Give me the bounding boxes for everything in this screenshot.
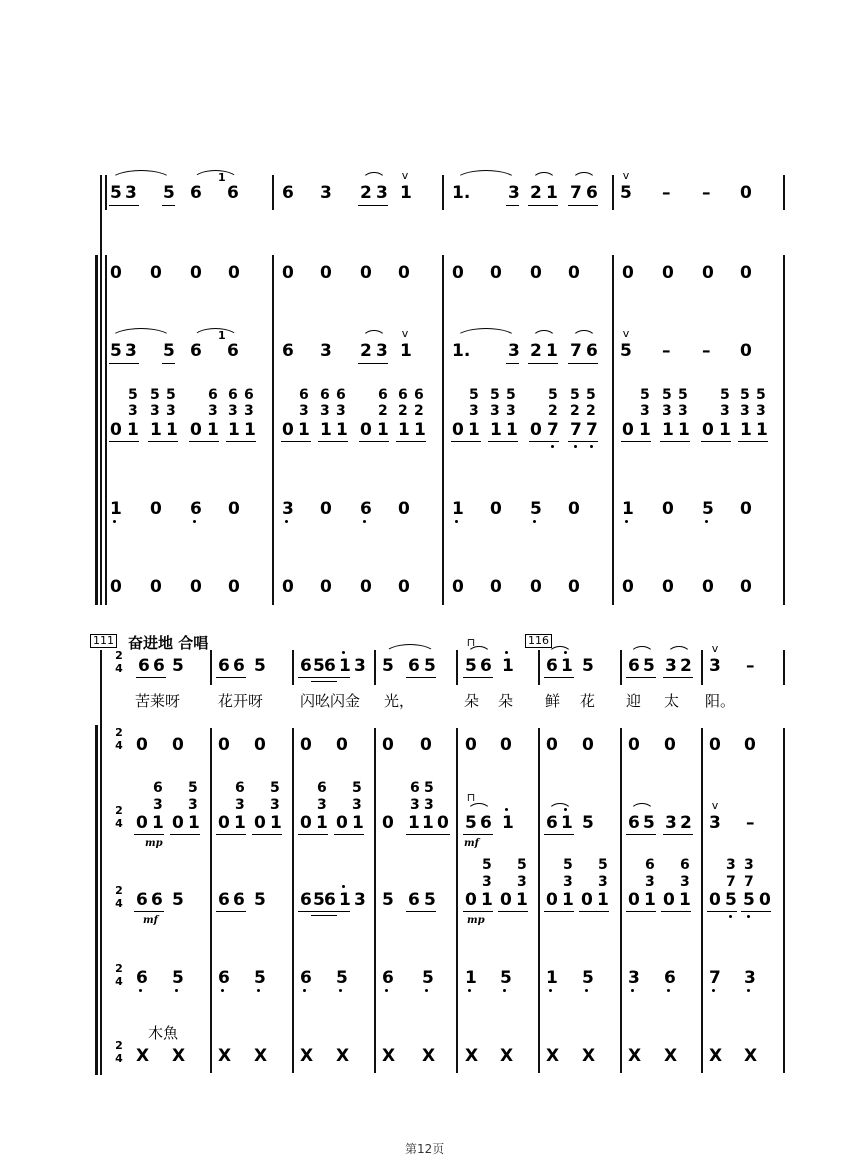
page-number: 第12页 (405, 1142, 445, 1156)
note: 3 (508, 183, 520, 203)
note: 2 (530, 183, 542, 203)
note: 6 (227, 183, 239, 203)
lyric: 迎 (626, 692, 642, 710)
barline (272, 175, 274, 210)
note: 1 (546, 183, 558, 203)
note: 3 (125, 183, 137, 203)
barline (105, 255, 107, 605)
note: 3 (320, 183, 332, 203)
instrument-label: 木魚 (148, 1024, 179, 1042)
note: – (702, 183, 711, 203)
note: 1 (400, 183, 412, 203)
note: 5 (620, 183, 632, 203)
note: 6 (586, 183, 598, 203)
breath-mark: v (622, 169, 630, 182)
breath-mark: v (401, 169, 409, 182)
lyric: 阳。 (705, 692, 736, 710)
lyric: 花开呀 (218, 692, 264, 710)
barline (442, 175, 444, 210)
rehearsal-mark-111: 111 (90, 634, 117, 648)
grace-note: 1 (218, 171, 226, 184)
note: 6 (282, 183, 294, 203)
lyric: 朵 (498, 692, 514, 710)
lyric: 闪吆闪金 (300, 692, 361, 710)
lyric: 光， (384, 692, 415, 710)
note: 0 (740, 183, 752, 203)
lyric: 苦莱呀 (135, 692, 181, 710)
barline (783, 175, 785, 210)
barline (272, 255, 274, 605)
system-2-brace (100, 650, 102, 1075)
note: 7 (570, 183, 582, 203)
system-2-inner-brace (95, 725, 98, 1075)
barline (442, 255, 444, 605)
system-1-inner-brace (95, 255, 98, 605)
note: 6 (190, 183, 202, 203)
rehearsal-mark-116: 116 (525, 634, 552, 648)
lyric: 花 (580, 692, 596, 710)
note: 1. (452, 183, 471, 203)
note: – (662, 183, 671, 203)
tempo-marking: 奋进地 合唱 (128, 634, 209, 652)
barline (105, 175, 107, 210)
lyric: 朵 (464, 692, 480, 710)
system-1-brace (100, 175, 102, 605)
note: 3 (376, 183, 388, 203)
lyric: 太 (664, 692, 680, 710)
note: 5 (110, 183, 122, 203)
barline (783, 255, 785, 605)
barline (612, 175, 614, 210)
note: 2 (360, 183, 372, 203)
barline (612, 255, 614, 605)
lyric: 鲜 (545, 692, 561, 710)
note: 5 (163, 183, 175, 203)
